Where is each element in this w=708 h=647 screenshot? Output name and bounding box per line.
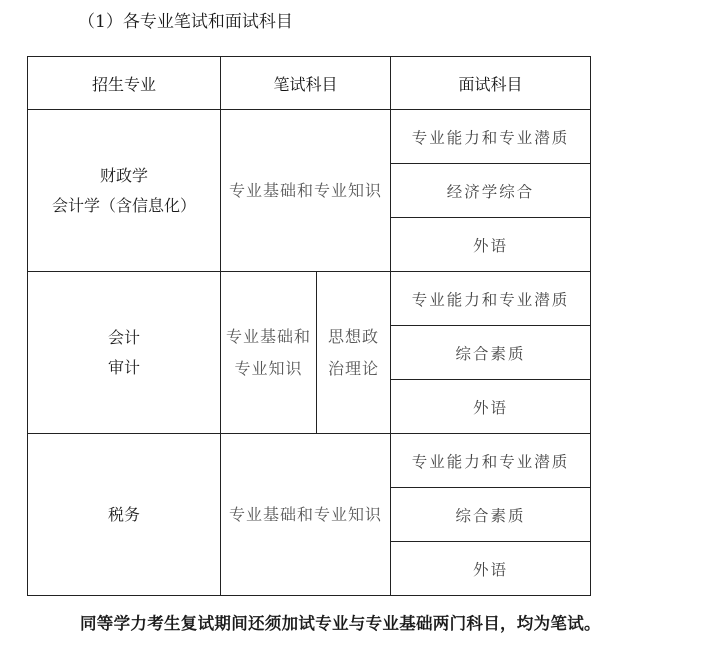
major-name: 会计	[107, 327, 140, 347]
table-row	[28, 434, 591, 488]
written-subject-cell: 专业基础和专业知识	[221, 110, 391, 272]
table-header-row	[28, 57, 591, 110]
oral-subject-cell: 专业能力和专业潜质	[391, 110, 591, 164]
header-written-exam: 笔试科目	[221, 57, 391, 110]
header-oral-exam: 面试科目	[391, 57, 591, 110]
oral-subject-cell: 综合素质	[391, 326, 591, 380]
oral-subject-cell: 外语	[391, 542, 591, 596]
major-cell	[28, 110, 221, 272]
oral-subject-cell: 专业能力和专业潜质	[391, 434, 591, 488]
table-row	[28, 272, 591, 326]
written-subject-cell: 专业基础和专业知识	[221, 434, 391, 596]
oral-subject-cell: 专业能力和专业潜质	[391, 272, 591, 326]
major-name: 会计学（含信息化）	[51, 195, 196, 215]
major-name: 审计	[107, 357, 140, 377]
table-row	[28, 110, 591, 164]
major-cell	[28, 434, 221, 596]
oral-subject-cell: 外语	[391, 218, 591, 272]
oral-subject-cell: 外语	[391, 380, 591, 434]
written-extra-subject-cell: 思想政治理论	[317, 272, 391, 434]
written-subject-cell: 专业基础和专业知识	[221, 272, 317, 434]
exam-subjects-table	[27, 56, 591, 596]
major-name: 税务	[107, 504, 140, 524]
major-name: 财政学	[99, 165, 148, 185]
footnote: 同等学力考生复试期间还须加试专业与专业基础两门科目，均为笔试。	[80, 614, 601, 633]
major-cell	[28, 272, 221, 434]
oral-subject-cell: 经济学综合	[391, 164, 591, 218]
section-heading: （1）各专业笔试和面试科目	[78, 12, 293, 32]
oral-subject-cell: 综合素质	[391, 488, 591, 542]
header-major: 招生专业	[28, 57, 221, 110]
